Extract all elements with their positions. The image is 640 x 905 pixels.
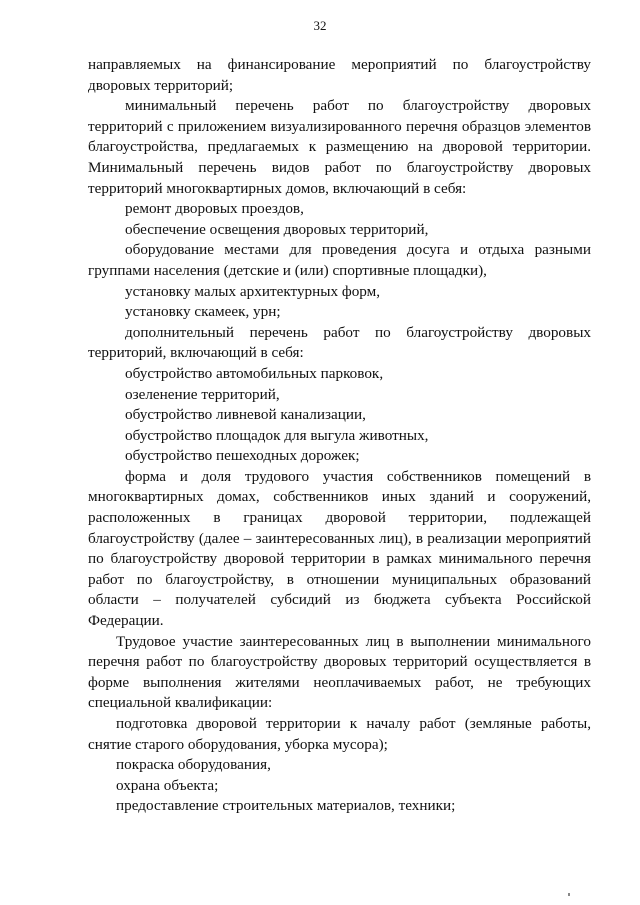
list-item: предоставление строительных материалов, техники; <box>116 797 456 815</box>
scan-mark <box>568 893 570 896</box>
list-item: оборудование местами для проведения досуга и отдыха разными группами населения (детские и (или) спортивные площадки), <box>88 241 591 279</box>
list-item: обустройство пешеходных дорожек; <box>125 447 360 465</box>
page-number: 32 <box>313 18 327 33</box>
list-item: установку малых архитектурных форм, <box>125 282 381 300</box>
list-item: ремонт дворовых проездов, <box>125 200 304 218</box>
document-body <box>88 55 591 817</box>
list-item: охрана объекта; <box>116 776 219 794</box>
list-item: озеленение территорий, <box>125 385 280 403</box>
list-item: обустройство автомобильных парковок, <box>125 364 384 382</box>
list-item: обеспечение освещения дворовых территорий, <box>125 220 429 238</box>
list-item: покраска оборудования, <box>116 756 271 774</box>
paragraph-intro: направляемых на финансирование мероприятий по благоустройству дворовых территорий; <box>88 56 591 94</box>
paragraph-labor-participation-form: форма и доля трудового участия собственников помещений в многоквартирных домах, собственников иных зданий и сооружений, расположенных в границах дворовой территории, подлежащей благоустройству (далее – заинтересованных лиц), в реализации мероприятий по благоустройству дворовой территории в рамках минимального перечня работ по благоустройству, в отношении муниципальных образований области – получателей субсидий из бюджета субъекта Российской Федерации. <box>88 467 591 630</box>
paragraph-additional-list: дополнительный перечень работ по благоустройству дворовых территорий, включающий в себя: <box>88 323 591 362</box>
paragraph-minimal-list: минимальный перечень работ по благоустройству дворовых территорий с приложением визуализированного перечня образцов элементов благоустройства, предлагаемых к размещению на дворовой территории. Минимальный перечень видов работ по благоустройству дворовых территорий многоквартирных домов, включающий в себя: <box>88 97 591 197</box>
paragraph-labor-participation: Трудовое участие заинтересованных лиц в выполнении минимального перечня работ по благоустройству дворовых территорий осуществляется в форме выполнения жителями неоплачиваемых работ, не требующих специальной квалификации: <box>88 632 591 712</box>
list-item: установку скамеек, урн; <box>125 303 281 321</box>
list-item: обустройство ливневой канализации, <box>125 406 366 424</box>
list-item: подготовка дворовой территории к началу работ (земляные работы, снятие старого оборудования, уборка мусора); <box>88 715 591 753</box>
list-item: обустройство площадок для выгула животных, <box>125 426 429 444</box>
